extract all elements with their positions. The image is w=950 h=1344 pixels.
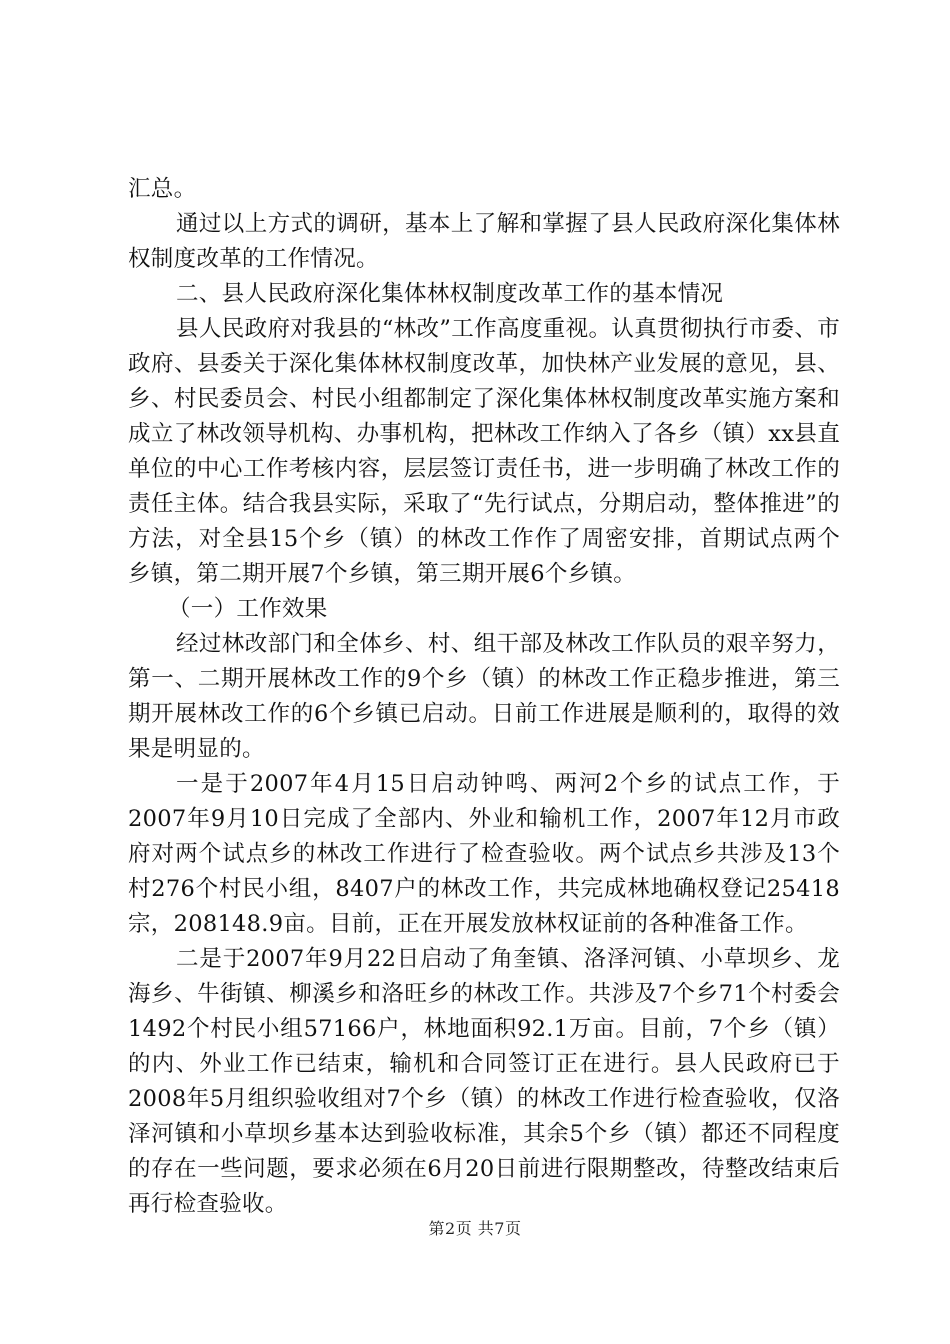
document-body <box>128 172 840 1222</box>
paragraph-summary: 通过以上方式的调研，基本上了解和掌握了县人民政府深化集体林权制度改革的工作情况。 <box>128 211 840 272</box>
paragraph-continuation: 汇总。 <box>128 176 197 202</box>
section-heading: 二、县人民政府深化集体林权制度改革工作的基本情况 <box>176 281 724 307</box>
paragraph-overview: 县人民政府对我县的“林改”工作高度重视。认真贯彻执行市委、市政府、县委关于深化集体林权制度改革，加快林产业发展的意见，县、乡、村民委员会、村民小组都制定了深化集体林权制度改革实施方案和成立了林改领导机构、办事机构，把林改工作纳入了各乡（镇）xx县直单位的中心工作考核内容，层层签订责任书，进一步明确了林改工作的责任主体。结合我县实际，采取了“先行试点，分期启动，整体推进”的方法，对全县15个乡（镇）的林改工作作了周密安排，首期试点两个乡镇，第二期开展7个乡镇，第三期开展6个乡镇。 <box>128 316 840 587</box>
subsection-heading: （一）工作效果 <box>168 596 328 622</box>
paragraph-effects: 经过林改部门和全体乡、村、组干部及林改工作队员的艰辛努力，第一、二期开展林改工作的9个乡（镇）的林改工作正稳步推进，第三期开展林改工作的6个乡镇已启动。日前工作进展是顺利的，取得的效果是明显的。 <box>128 631 840 762</box>
paragraph-first-phase: 一是于2007年4月15日启动钟鸣、两河2个乡的试点工作，于2007年9月10日完成了全部内、外业和输机工作，2007年12月市政府对两个试点乡的林改工作进行了检查验收。两个试点乡共涉及13个村276个村民小组，8407户的林改工作，共完成林地确权登记25418宗，208148.9亩。目前，正在开展发放林权证前的各种准备工作。 <box>128 771 840 937</box>
paragraph-second-phase: 二是于2007年9月22日启动了角奎镇、洛泽河镇、小草坝乡、龙海乡、牛街镇、柳溪乡和洛旺乡的林改工作。共涉及7个乡71个村委会1492个村民小组57166户，林地面积92.1万亩。目前，7个乡（镇）的内、外业工作已结束，输机和合同签订正在进行。县人民政府已于2008年5月组织验收组对7个乡（镇）的林改工作进行检查验收，仅洛泽河镇和小草坝乡基本达到验收标准，其余5个乡（镇）都还不同程度的存在一些问题，要求必须在6月20日前进行限期整改，待整改结束后再行检查验收。 <box>128 946 840 1217</box>
page-number-footer: 第2页 共7页 <box>428 1219 522 1238</box>
